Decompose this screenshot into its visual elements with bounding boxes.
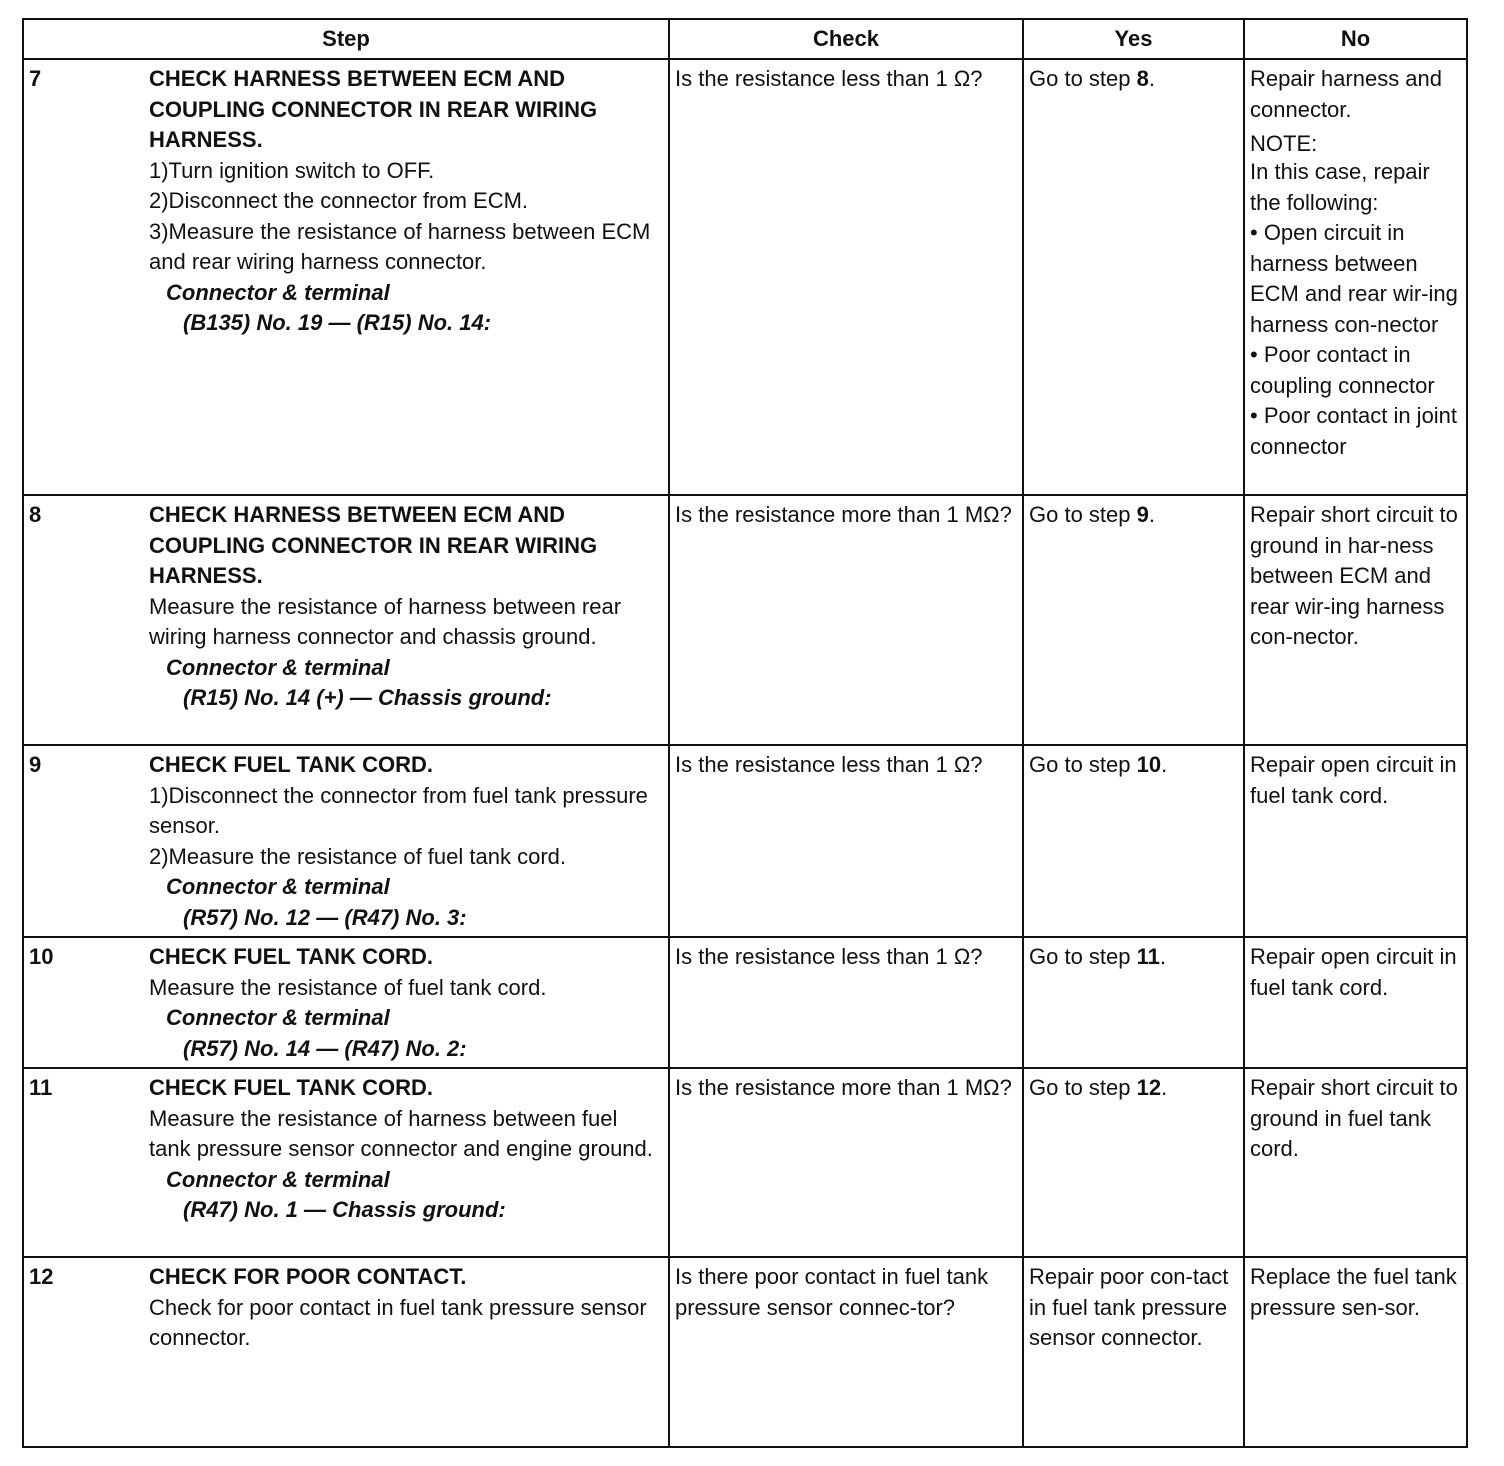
yes-suffix: . [1159, 944, 1167, 969]
step-instruction: Measure the resistance of harness between fuel tank pressure sensor connector and engine ground. [149, 1105, 653, 1161]
check-cell: Is the resistance more than 1 MΩ? [669, 1068, 1023, 1257]
table-row [23, 937, 1467, 1068]
step-cell [23, 495, 669, 745]
step-cell [23, 937, 669, 1068]
step-body [146, 1258, 668, 1357]
step-number: 10 [29, 944, 54, 969]
yes-step-ref: 8 [1136, 66, 1149, 91]
step-cell [23, 1068, 669, 1257]
no-bullet: • Open circuit in harness between ECM and rear wir-ing harness con-nector [1250, 220, 1458, 337]
check-cell: Is there poor contact in fuel tank pressure sensor connec-tor? [669, 1257, 1023, 1447]
step-instruction: Check for poor contact in fuel tank pressure sensor connector. [149, 1294, 647, 1350]
no-cell: Repair open circuit in fuel tank cord. [1244, 745, 1467, 937]
yes-prefix: Go to step [1029, 944, 1137, 969]
no-cell: Replace the fuel tank pressure sen-sor. [1244, 1257, 1467, 1447]
step-number: 7 [29, 66, 42, 91]
connector-terminal-value: (R47) No. 1 — Chassis ground: [183, 1197, 506, 1222]
diagnostic-table [22, 18, 1468, 1448]
check-cell: Is the resistance less than 1 Ω? [669, 745, 1023, 937]
yes-step-ref: 12 [1136, 1075, 1162, 1100]
header-yes: Yes [1023, 19, 1244, 59]
no-cell: Repair short circuit to ground in har-ness between ECM and rear wir-ing harness con-nector. [1244, 495, 1467, 745]
step-title: CHECK FUEL TANK CORD. [149, 944, 433, 969]
no-bullet: • Poor contact in joint connector [1250, 403, 1458, 459]
check-cell: Is the resistance less than 1 Ω? [669, 59, 1023, 495]
yes-cell [1023, 59, 1244, 495]
step-cell [23, 745, 669, 937]
no-bullet: • Poor contact in coupling connector [1250, 342, 1435, 398]
connector-terminal-label: Connector & terminal [166, 279, 390, 305]
header-no: No [1244, 19, 1467, 59]
table-row [23, 1257, 1467, 1447]
step-instruction: Measure the resistance of harness between rear wiring harness connector and chassis ground. [149, 593, 622, 649]
table-row [23, 495, 1467, 745]
step-instruction: 2)Measure the resistance of fuel tank cord. [149, 843, 566, 869]
step-title: CHECK FUEL TANK CORD. [149, 1075, 433, 1100]
no-cell: Repair short circuit to ground in fuel tank cord. [1244, 1068, 1467, 1257]
step-body [146, 1069, 668, 1229]
check-cell: Is the resistance less than 1 Ω? [669, 937, 1023, 1068]
step-instruction: 1)Turn ignition switch to OFF. [149, 157, 435, 183]
yes-cell: Repair poor con-tact in fuel tank pressure sensor connector. [1023, 1257, 1244, 1447]
connector-terminal-value: (R15) No. 14 (+) — Chassis ground: [183, 685, 552, 710]
no-cell [1244, 59, 1467, 495]
header-row [23, 19, 1467, 59]
connector-terminal-label: Connector & terminal [166, 1166, 390, 1192]
yes-suffix: . [1148, 66, 1155, 91]
connector-terminal-value: (R57) No. 12 — (R47) No. 3: [183, 904, 467, 930]
step-cell [23, 1257, 669, 1447]
table-row [23, 745, 1467, 937]
step-instruction: Measure the resistance of fuel tank cord. [149, 974, 547, 1000]
step-body [146, 496, 668, 717]
no-note-text: In this case, repair the following: [1250, 159, 1430, 215]
no-main: Repair harness and connector. [1250, 66, 1443, 122]
step-title: CHECK HARNESS BETWEEN ECM AND COUPLING CONNECTOR IN REAR WIRING HARNESS. [149, 502, 598, 588]
step-body [146, 60, 668, 342]
step-body [146, 938, 668, 1067]
step-title: CHECK FUEL TANK CORD. [149, 752, 433, 777]
step-title: CHECK HARNESS BETWEEN ECM AND COUPLING CONNECTOR IN REAR WIRING HARNESS. [149, 66, 598, 152]
step-number: 12 [29, 1264, 54, 1289]
yes-prefix: Go to step [1029, 752, 1137, 777]
step-number: 9 [29, 752, 42, 777]
no-cell: Repair open circuit in fuel tank cord. [1244, 937, 1467, 1068]
connector-terminal-label: Connector & terminal [166, 874, 390, 899]
yes-cell [1023, 495, 1244, 745]
step-title: CHECK FOR POOR CONTACT. [149, 1264, 467, 1289]
yes-cell [1023, 1068, 1244, 1257]
connector-terminal-value: (R57) No. 14 — (R47) No. 2: [183, 1035, 467, 1061]
step-instruction: 2)Disconnect the connector from ECM. [149, 188, 529, 213]
yes-cell [1023, 937, 1244, 1068]
check-cell: Is the resistance more than 1 MΩ? [669, 495, 1023, 745]
step-number: 8 [29, 502, 42, 527]
header-check: Check [669, 19, 1023, 59]
yes-prefix: Go to step [1029, 66, 1137, 91]
no-note-label: NOTE: [1250, 131, 1318, 156]
connector-terminal-label: Connector & terminal [166, 654, 390, 680]
step-instruction: 1)Disconnect the connector from fuel tank pressure sensor. [149, 782, 648, 838]
yes-step-ref: 9 [1136, 502, 1149, 527]
step-cell [23, 59, 669, 495]
connector-terminal-value: (B135) No. 19 — (R15) No. 14: [183, 310, 492, 335]
step-instruction: 3)Measure the resistance of harness between ECM and rear wiring harness connector. [149, 218, 651, 274]
yes-suffix: . [1161, 1075, 1168, 1100]
connector-terminal-label: Connector & terminal [166, 1005, 390, 1030]
table-row [23, 1068, 1467, 1257]
step-number: 11 [29, 1075, 53, 1100]
yes-suffix: . [1148, 502, 1155, 527]
yes-suffix: . [1161, 752, 1168, 777]
header-step: Step [23, 19, 669, 59]
yes-step-ref: 11 [1136, 944, 1160, 969]
yes-prefix: Go to step [1029, 502, 1137, 527]
yes-prefix: Go to step [1029, 1075, 1137, 1100]
table-row [23, 59, 1467, 495]
step-body [146, 746, 668, 936]
yes-cell [1023, 745, 1244, 937]
yes-step-ref: 10 [1136, 752, 1162, 777]
